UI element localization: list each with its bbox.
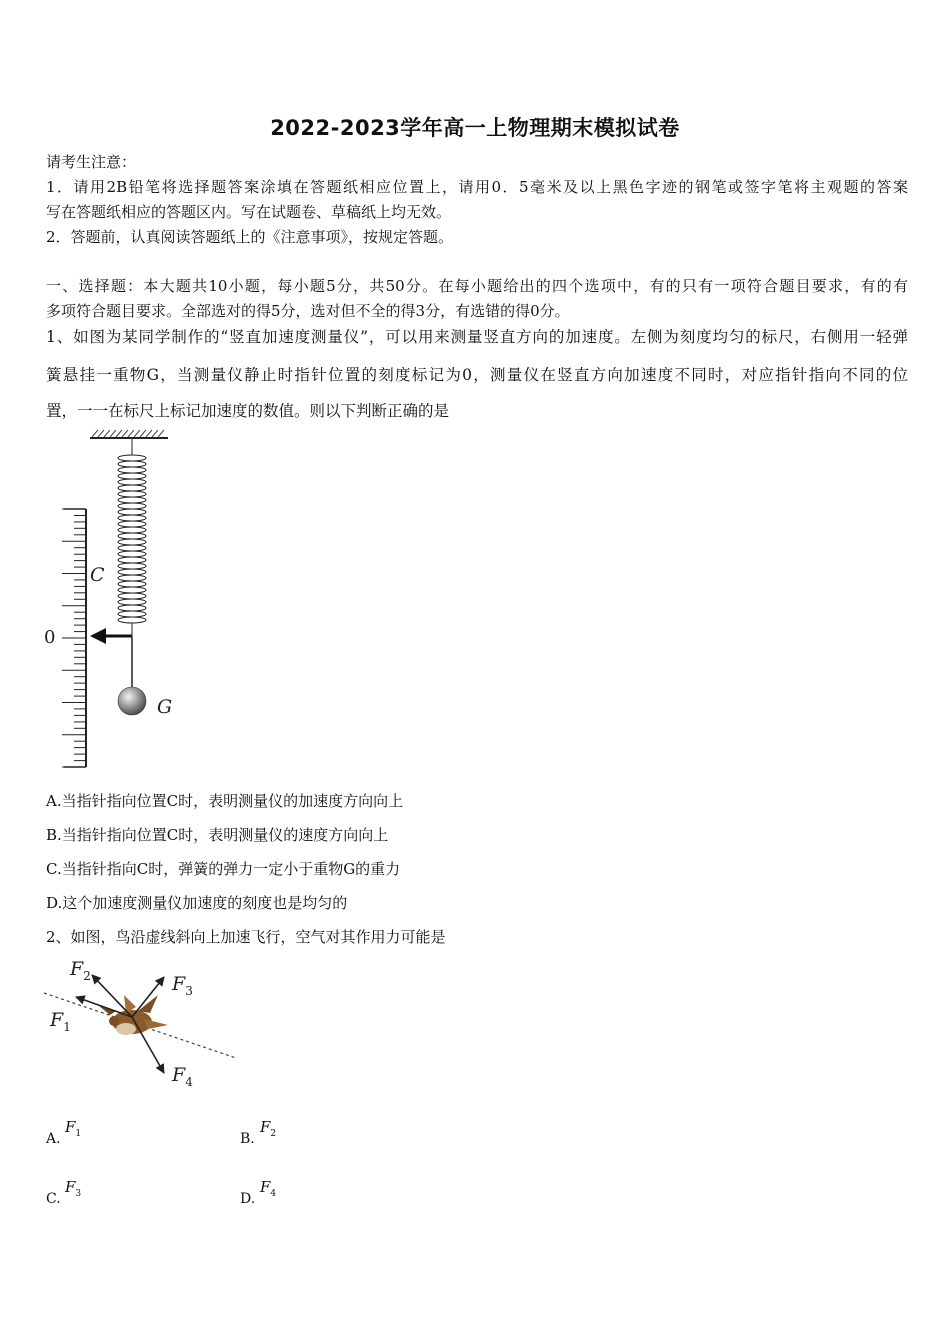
q2-option-a-symbol: $F_1$ [65, 1118, 82, 1139]
q1-stem-line-1: 1、如图为某同学制作的“竖直加速度测量仪”，可以用来测量竖直方向的加速度。左侧为刻度均匀的标尺，右侧用一轻弹 [46, 328, 908, 346]
notice-line-1a: 1．请用2B铅笔将选择题答案涂填在答题纸相应位置上，请用0．5毫米及以上黑色字迹的钢笔或签字笔将主观题的答案 [46, 178, 908, 196]
pointer-arrowhead [90, 628, 106, 644]
q2-option-b-symbol: $F_2$ [260, 1118, 277, 1139]
q1-figure-accelerometer [40, 425, 200, 775]
label-zero: 0 [44, 627, 56, 648]
q1-stem-line-2: 簧悬挂一重物G，当测量仪静止时指针位置的刻度标记为0，测量仪在竖直方向加速度不同时，对应指针指向不同的位 [46, 366, 908, 384]
q1-option-c[interactable]: C.当指针指向C时，弹簧的弹力一定小于重物G的重力 [46, 860, 401, 878]
notice-heading: 请考生注意： [46, 153, 137, 171]
q2-option-b[interactable] [240, 1118, 277, 1148]
q2-stem: 2、如图，鸟沿虚线斜向上加速飞行，空气对其作用力可能是 [46, 928, 446, 946]
spring [118, 439, 146, 637]
notice-line-2: 2．答题前，认真阅读答题纸上的《注意事项》，按规定答题。 [46, 228, 454, 246]
label-f3: $F_3$ [172, 973, 193, 998]
q2-option-b-letter: B. [240, 1131, 255, 1147]
q1-stem-line-3: 置，一一在标尺上标记加速度的数值。则以下判断正确的是 [46, 402, 450, 420]
q2-option-c-letter: C. [46, 1191, 61, 1207]
q2-option-d[interactable] [240, 1178, 277, 1208]
q2-option-a-letter: A. [46, 1131, 61, 1147]
section-instructions-2: 多项符合题目要求。全部选对的得5分，选对但不全的得3分，有选错的得0分。 [46, 302, 570, 320]
q2-option-a[interactable] [46, 1118, 82, 1148]
ceiling-hatch [90, 430, 168, 438]
q2-option-c-symbol: $F_3$ [65, 1178, 82, 1199]
scale-ruler [62, 509, 86, 767]
label-c: C [90, 564, 105, 586]
weight-ball [118, 687, 146, 715]
section-instructions-1: 一、选择题：本大题共10小题，每小题5分，共50分。在每小题给出的四个选项中，有的只有一项符合题目要求，有的有 [46, 277, 908, 295]
q1-option-d[interactable]: D.这个加速度测量仪加速度的刻度也是均匀的 [46, 894, 348, 912]
label-f4: $F_4$ [172, 1064, 193, 1089]
label-f2: $F_2$ [70, 958, 91, 983]
label-g: G [157, 696, 173, 718]
q1-option-a[interactable]: A.当指针指向位置C时，表明测量仪的加速度方向向上 [46, 792, 404, 810]
q2-option-c[interactable] [46, 1178, 82, 1208]
q2-option-d-symbol: $F_4$ [260, 1178, 277, 1199]
notice-line-1b: 写在答题纸相应的答题区内。写在试题卷、草稿纸上均无效。 [46, 203, 452, 221]
q2-figure-bird-forces [40, 955, 250, 1090]
q1-option-b[interactable]: B.当指针指向位置C时，表明测量仪的速度方向向上 [46, 826, 389, 844]
page-title: 2022-2023学年高一上物理期末模拟试卷 [270, 116, 680, 140]
label-f1: $F_1$ [50, 1009, 71, 1034]
q2-option-d-letter: D. [240, 1191, 256, 1207]
